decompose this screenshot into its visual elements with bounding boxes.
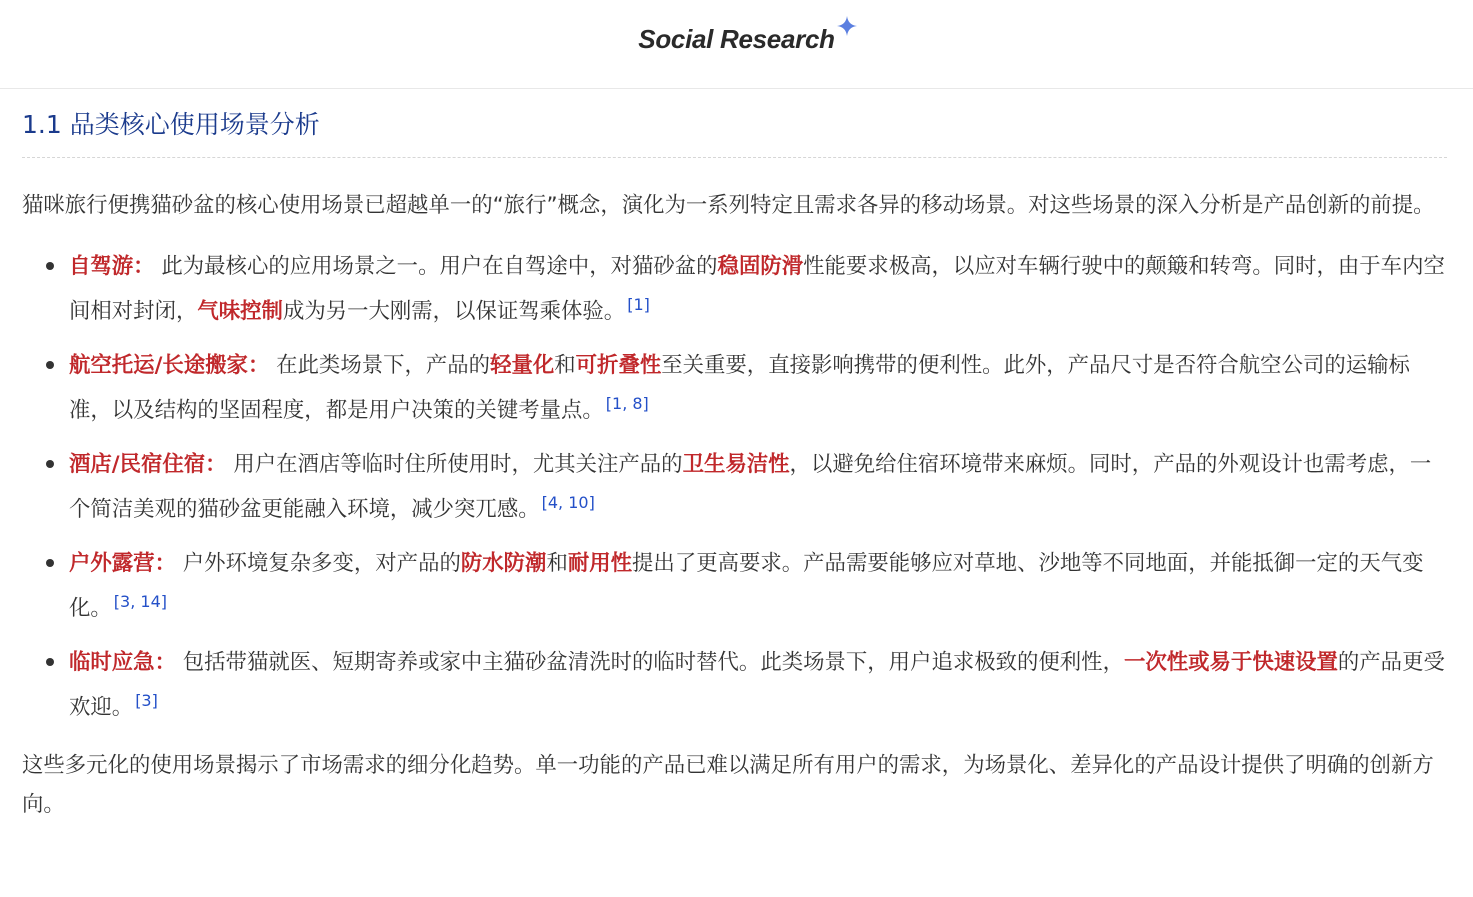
scenario-list — [22, 244, 1447, 730]
scenario-text: 此为最核心的应用场景之一。用户在自驾途中，对猫砂盆的 — [154, 254, 718, 279]
highlight-text: 可折叠性 — [575, 353, 662, 378]
scenario-text: ，以避免给住宿环境带来麻烦。同时，产品的外观设计也需考虑，一个简洁美观的猫砂盆更能融入环境，减少突兀感。 — [69, 452, 1432, 522]
brand-name: Social Research — [638, 24, 835, 54]
report-section — [22, 100, 1447, 824]
scenario-text: 成为另一大刚需，以保证驾乘体验。 — [282, 299, 626, 324]
scenario-text: 性能要求极高，以应对车辆行驶中的颠簸和转弯。同时，由于车内空间相对封闭， — [69, 254, 1445, 324]
scenario-label: 户外露营： — [69, 551, 176, 576]
citation-link[interactable]: [1, 8] — [605, 394, 649, 413]
scenario-text: 用户在酒店等临时住所使用时，尤其关注产品的 — [226, 452, 683, 477]
scenario-text: 至关重要，直接影响携带的便利性。此外，产品尺寸是否符合航空公司的运输标准，以及结构的坚固程度，都是用户决策的关键考量点。 — [69, 353, 1410, 423]
scenario-label: 酒店/民宿住宿： — [69, 452, 227, 477]
list-item — [22, 343, 1447, 433]
list-item — [22, 541, 1447, 631]
highlight-text: 稳固防滑 — [717, 254, 804, 279]
brand-logo[interactable] — [0, 24, 1473, 55]
sparkle-icon — [837, 16, 857, 36]
citation-link[interactable]: [3] — [135, 691, 158, 710]
highlight-text: 防水防潮 — [460, 551, 547, 576]
scenario-text: 在此类场景下，产品的 — [269, 353, 491, 378]
intro-paragraph: 猫咪旅行便携猫砂盆的核心使用场景已超越单一的“旅行”概念，演化为一系列特定且需求各异的移动场景。对这些场景的深入分析是产品创新的前提。 — [22, 193, 1435, 218]
citation-link[interactable]: [3, 14] — [113, 592, 167, 611]
scenario-text: 和 — [554, 353, 576, 378]
highlight-text: 卫生易洁性 — [682, 452, 790, 477]
citation-link[interactable]: [4, 10] — [541, 493, 595, 512]
list-item — [22, 244, 1447, 334]
highlight-text: 耐用性 — [567, 551, 633, 576]
scenario-text: 提出了更高要求。产品需要能够应对草地、沙地等不同地面，并能抵御一定的天气变化。 — [69, 551, 1424, 621]
scenario-text: 和 — [546, 551, 568, 576]
citation-link[interactable]: [1] — [627, 295, 650, 314]
highlight-text: 轻量化 — [490, 353, 555, 378]
highlight-text: 一次性或易于快速设置 — [1123, 650, 1338, 675]
section-title: 1.1 品类核心使用场景分析 — [22, 100, 1447, 158]
list-item — [22, 640, 1447, 730]
scenario-text: 包括带猫就医、短期寄养或家中主猫砂盆清洗时的临时替代。此类场景下，用户追求极致的便利性， — [175, 650, 1124, 675]
page-header — [0, 0, 1473, 89]
scenario-text: 的产品更受欢迎。 — [69, 650, 1445, 720]
scenario-label: 自驾游： — [69, 254, 155, 279]
scenario-label: 航空托运/长途搬家： — [69, 353, 270, 378]
list-item — [22, 442, 1447, 532]
conclusion-paragraph: 这些多元化的使用场景揭示了市场需求的细分化趋势。单一功能的产品已难以满足所有用户的需求，为场景化、差异化的产品设计提供了明确的创新方向。 — [22, 753, 1434, 817]
highlight-text: 气味控制 — [197, 299, 283, 324]
scenario-text: 户外环境复杂多变，对产品的 — [175, 551, 461, 576]
scenario-label: 临时应急： — [69, 650, 176, 675]
